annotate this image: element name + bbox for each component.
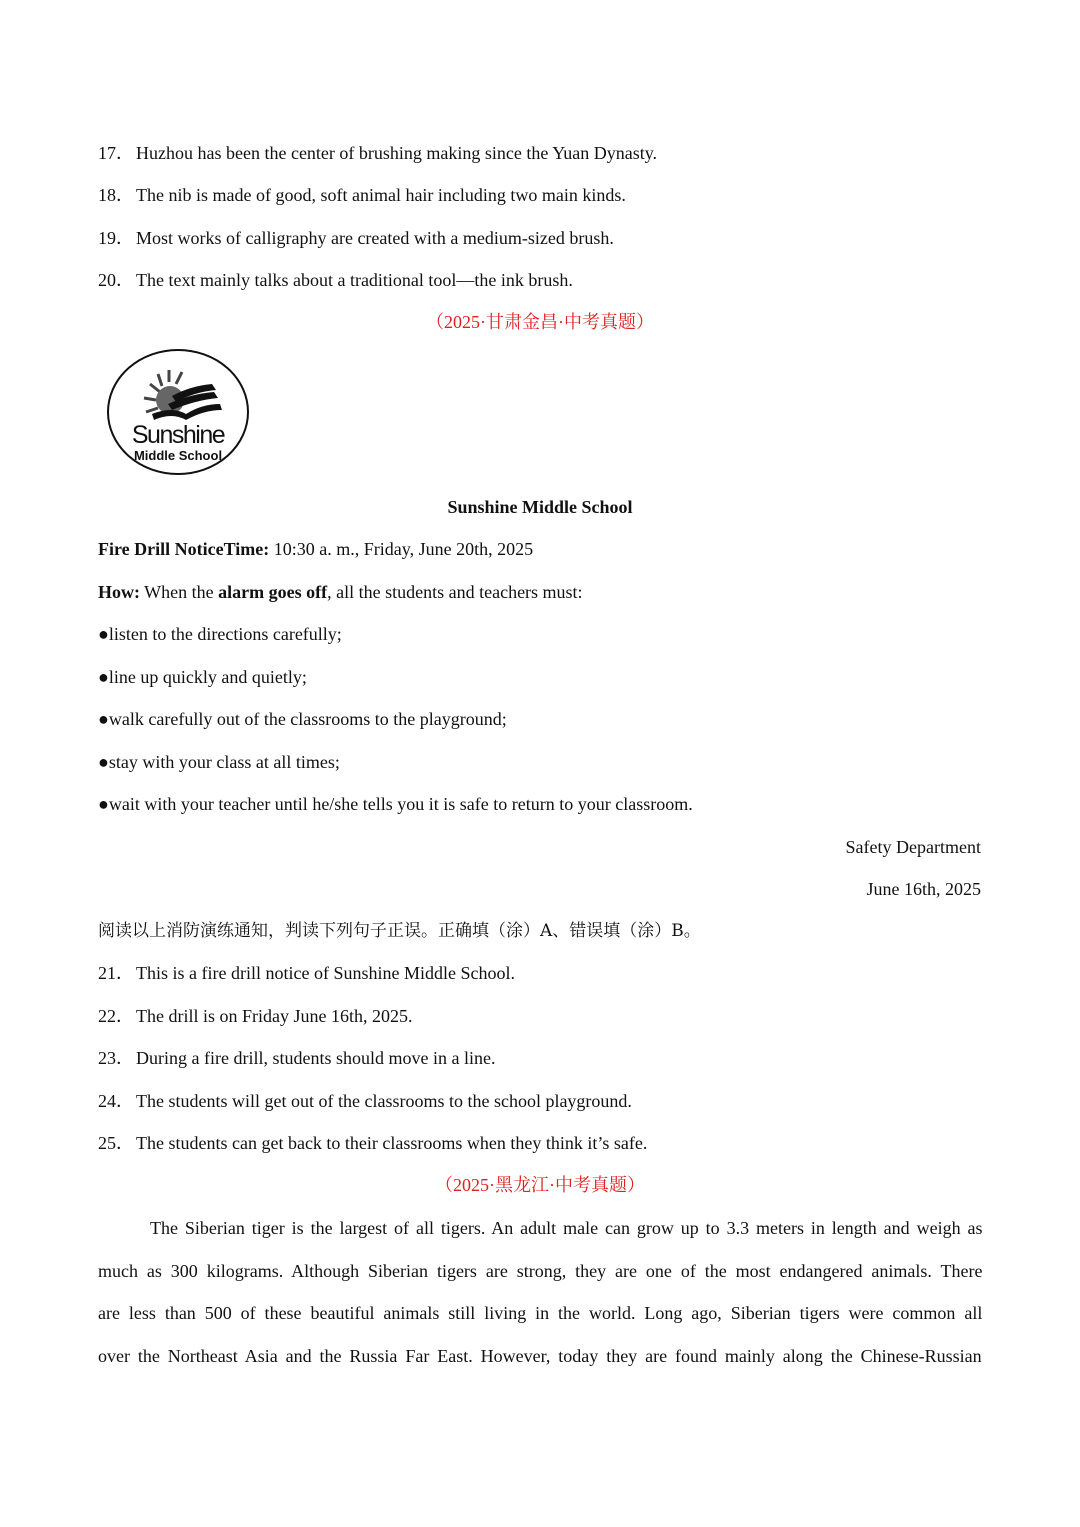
how-text: When the bbox=[140, 582, 219, 602]
question-23 bbox=[98, 1046, 495, 1070]
source-label-1: （2025·甘肃金昌·中考真题） bbox=[426, 312, 654, 332]
how-label: How: bbox=[98, 582, 140, 602]
question-text: The students can get back to their classrooms when they think it’s safe. bbox=[136, 1133, 648, 1153]
logo-subtitle: Middle School bbox=[133, 448, 223, 463]
question-number: 19． bbox=[98, 228, 134, 248]
notice-signature: Safety Department bbox=[845, 837, 981, 857]
instruction: 阅读以上消防演练通知，判读下列句子正误。正确填（涂）A、错误填（涂）B。 bbox=[98, 921, 701, 941]
logo-title: Sunshine bbox=[131, 421, 225, 449]
how-text: , all the students and teachers must: bbox=[327, 582, 583, 602]
question-17 bbox=[98, 141, 657, 165]
passage-line: over the Northeast Asia and the Russia Far East. However, today they are found mainly along the Chinese-Russian bbox=[98, 1346, 982, 1366]
question-number: 18． bbox=[98, 185, 134, 205]
bullet-item: ●line up quickly and quietly; bbox=[98, 667, 307, 687]
question-number: 22． bbox=[98, 1006, 134, 1026]
question-number: 21． bbox=[98, 963, 134, 983]
question-19 bbox=[98, 226, 614, 250]
passage-line: much as 300 kilograms. Although Siberian tigers are strong, they are one of the most endangered animals. There bbox=[98, 1261, 983, 1281]
question-number: 20． bbox=[98, 270, 134, 290]
question-20 bbox=[98, 268, 573, 292]
passage-line: are less than 500 of these beautiful animals still living in the world. Long ago, Siberian tigers were common all bbox=[98, 1303, 983, 1323]
question-text: The text mainly talks about a traditional tool—the ink brush. bbox=[136, 270, 573, 290]
question-number: 25． bbox=[98, 1133, 134, 1153]
bullet-item: ●walk carefully out of the classrooms to the playground; bbox=[98, 709, 507, 729]
question-24 bbox=[98, 1089, 632, 1113]
bullet-item: ●stay with your class at all times; bbox=[98, 752, 340, 772]
question-text: Most works of calligraphy are created with a medium-sized brush. bbox=[136, 228, 614, 248]
time-value: 10:30 a. m., Friday, June 20th, 2025 bbox=[269, 539, 534, 559]
question-text: The nib is made of good, soft animal hair including two main kinds. bbox=[136, 185, 626, 205]
question-text: This is a fire drill notice of Sunshine Middle School. bbox=[136, 963, 515, 983]
question-text: During a fire drill, students should move in a line. bbox=[136, 1048, 496, 1068]
question-number: 23． bbox=[98, 1048, 134, 1068]
bullet-item: ●wait with your teacher until he/she tells you it is safe to return to your classroom. bbox=[98, 794, 693, 814]
question-text: Huzhou has been the center of brushing making since the Yuan Dynasty. bbox=[136, 143, 658, 163]
question-text: The students will get out of the classrooms to the school playground. bbox=[136, 1091, 632, 1111]
time-label: Fire Drill NoticeTime: bbox=[98, 539, 270, 559]
school-logo bbox=[106, 348, 250, 476]
passage-line: The Siberian tiger is the largest of all tigers. An adult male can grow up to 3.3 meters in length and weigh as bbox=[150, 1218, 983, 1238]
question-18 bbox=[98, 183, 626, 207]
notice-title: Sunshine Middle School bbox=[447, 497, 633, 517]
question-text: The drill is on Friday June 16th, 2025. bbox=[136, 1006, 413, 1026]
question-22 bbox=[98, 1004, 412, 1028]
notice-date: June 16th, 2025 bbox=[866, 879, 981, 899]
question-25 bbox=[98, 1131, 647, 1155]
source-label-2: （2025·黑龙江·中考真题） bbox=[435, 1175, 645, 1195]
question-number: 24． bbox=[98, 1091, 134, 1111]
question-number: 17． bbox=[98, 143, 134, 163]
notice-how bbox=[98, 580, 583, 604]
bullet-item: ●listen to the directions carefully; bbox=[98, 624, 342, 644]
notice-time bbox=[98, 537, 533, 561]
question-21 bbox=[98, 961, 515, 985]
how-bold: alarm goes off bbox=[218, 582, 328, 602]
